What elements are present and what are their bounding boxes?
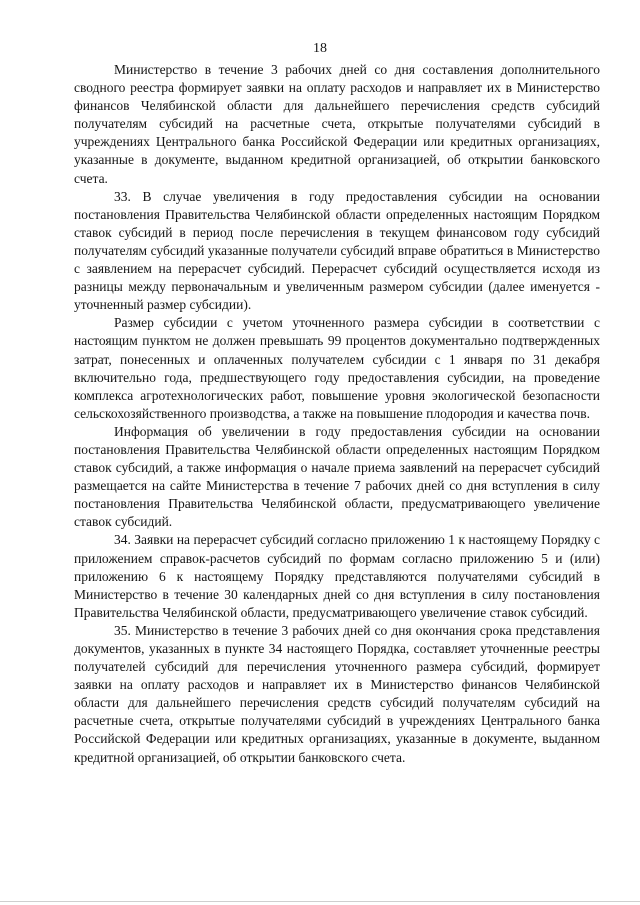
paragraph-35-updated-registers: 35. Министерство в течение 3 рабочих дней со дня окончания срока представления документов, указанных в пункте 34 настоящего Порядка, составляет уточненные реестры получателей субсидий для перечисления уточненного размера субсидий, формирует заявки на оплату расходов и направляет их в Министерство финансов Челябинской области для дальнейшего перечисления средств субсидий получателям субсидий на расчетные счета, открытые получателями субсидий в учреждениях Центрального банка Российской Федерации или кредитных организациях, указанные в документе, выданном кредитной организацией, об открытии банковского счета. bbox=[74, 622, 600, 765]
page-bottom-edge bbox=[0, 901, 640, 902]
paragraph-subsidy-size-limit: Размер субсидии с учетом уточненного размера субсидии в соответствии с настоящим пунктом не должен превышать 99 процентов документально подтвержденных затрат, понесенных и оплаченных получателем субсидии с 1 января по 31 декабря включительно года, предшествующего году предоставления субсидии, на проведение комплекса агротехнологических работ, повышение уровня экологической безопасности сельскохозяйственного производства, а также на повышение плодородия и качества почв. bbox=[74, 315, 600, 421]
paragraph-ministry-payment-requests: Министерство в течение 3 рабочих дней со дня составления дополнительного сводного реестра формирует заявки на оплату расходов и направляет их в Министерство финансов Челябинской области для дальнейшего перечисления средств субсидий получателям субсидий на расчетные счета, открытые получателями субсидий в учреждениях Центрального банка Российской Федерации или кредитных организациях, указанные в документе, выданном кредитной организацией, об открытии банковского счета. bbox=[74, 62, 600, 186]
paragraph-rate-increase-information: Информация об увеличении в году предоставления субсидии на основании постановления Правительства Челябинской области определенных настоящим Порядком ставок субсидий, а также информация о начале приема заявлений на перерасчет субсидий размещается на сайте Министерства в течение 7 рабочих дней со дня вступления в силу постановления Правительства Челябинской области, предусматривающего увеличение ставок субсидий. bbox=[74, 423, 600, 530]
page-number: 18 bbox=[313, 41, 327, 56]
paragraph-33-subsidy-recalculation: 33. В случае увеличения в году предоставления субсидии на основании постановления Правительства Челябинской области определенных настоящим Порядком ставок субсидий в период после перечисления в текущем финансовом году субсидий получателям субсидий указанные получатели субсидий вправе обратиться в Министерство с заявлением на перерасчет субсидий. Перерасчет субсидий осуществляется исходя из разницы между первоначальным и увеличенным размером субсидии (далее именуется - уточненный размер субсидии). bbox=[74, 188, 600, 313]
paragraph-34-recalculation-applications: 34. Заявки на перерасчет субсидий согласно приложению 1 к настоящему Порядку с приложением справок-расчетов субсидий по формам согласно приложению 5 и (или) приложению 6 к настоящему Порядку представляются получателями субсидий в Министерство в течение 30 календарных дней со дня вступления в силу постановления Правительства Челябинской области, предусматривающего увеличение ставок субсидий. bbox=[74, 532, 600, 620]
document-body bbox=[74, 61, 600, 767]
